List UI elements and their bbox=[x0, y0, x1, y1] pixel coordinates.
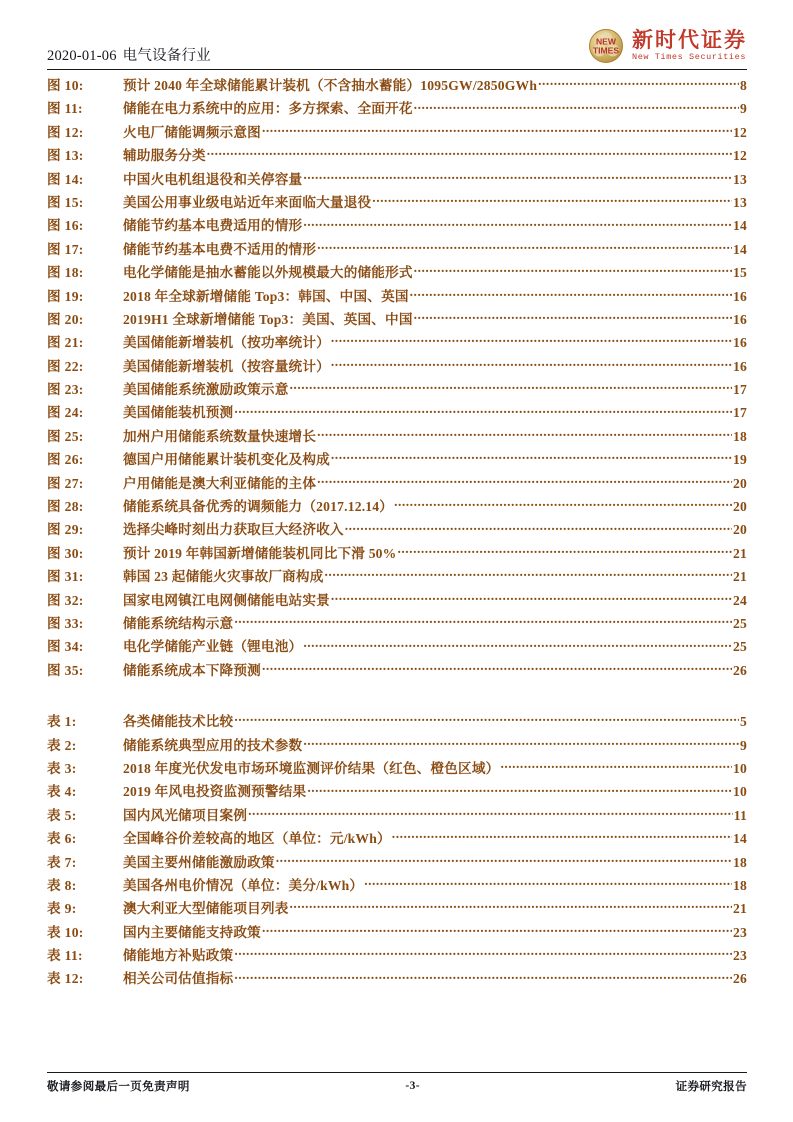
table-toc-entry-label: 表 8: bbox=[47, 877, 77, 893]
table-toc-entry[interactable] bbox=[47, 967, 747, 990]
figure-toc-entry[interactable] bbox=[47, 238, 747, 261]
leader-dots bbox=[364, 876, 732, 890]
table-toc-entry-page: 18 bbox=[733, 877, 747, 893]
table-toc-entry-title: 各类储能技术比较 bbox=[123, 714, 234, 730]
leader-dots bbox=[276, 853, 732, 867]
table-toc-entry-label: 表 5: bbox=[47, 807, 77, 823]
figure-toc-entry-title: 德国户用储能累计装机变化及构成 bbox=[123, 452, 330, 468]
leader-dots bbox=[345, 521, 732, 535]
leader-dots bbox=[303, 217, 732, 231]
figure-toc-entry-page: 12 bbox=[733, 124, 747, 140]
table-toc-entry-page: 10 bbox=[733, 784, 747, 800]
table-toc-entry-label: 表 3: bbox=[47, 760, 77, 776]
table-toc-entry-title: 全国峰谷价差较高的地区（单位：元/kWh） bbox=[123, 831, 391, 847]
figure-toc-entry[interactable] bbox=[47, 401, 747, 424]
figure-toc-entry-page: 15 bbox=[733, 265, 747, 281]
table-toc-entry-title: 相关公司估值指标 bbox=[123, 971, 234, 987]
figure-toc-entry-label: 图 17: bbox=[47, 241, 84, 257]
table-toc-entry-page: 9 bbox=[740, 737, 747, 753]
footer-disclaimer: 敬请参阅最后一页免责声明 bbox=[47, 1081, 190, 1093]
figure-toc-entry-title: 储能系统成本下降预测 bbox=[123, 662, 261, 678]
table-toc-entry[interactable] bbox=[47, 851, 747, 874]
table-toc-entry-label: 表 7: bbox=[47, 854, 77, 870]
leader-dots bbox=[331, 451, 732, 465]
figure-toc-entry-title: 美国储能装机预测 bbox=[123, 405, 234, 421]
leader-dots bbox=[303, 736, 739, 750]
figure-toc-entry-title: 预计 2019 年韩国新增储能装机同比下滑 50% bbox=[123, 545, 397, 561]
figure-toc-entry-title: 火电厂储能调频示意图 bbox=[123, 124, 261, 140]
figure-toc-entry[interactable] bbox=[47, 285, 747, 308]
svg-text:NEW: NEW bbox=[595, 36, 617, 47]
figure-toc-entry-title: 预计 2040 年全球储能累计装机（不含抽水蓄能）1095GW/2850GWh bbox=[123, 78, 538, 93]
figure-toc-entry-page: 20 bbox=[733, 499, 747, 515]
figure-toc-entry-title: 辅助服务分类 bbox=[123, 148, 206, 164]
table-toc-entry-title: 国内主要储能支持政策 bbox=[123, 924, 261, 940]
table-toc-entry-page: 26 bbox=[733, 971, 747, 987]
table-toc-entry-page: 21 bbox=[733, 901, 747, 917]
figure-toc-entry-page: 21 bbox=[733, 545, 747, 561]
figure-toc-entry-page: 18 bbox=[733, 428, 747, 444]
table-toc-entry-page: 18 bbox=[733, 854, 747, 870]
figure-toc-entry-title: 美国储能新增装机（按容量统计） bbox=[123, 358, 330, 374]
leader-dots bbox=[325, 568, 732, 582]
leader-dots bbox=[248, 806, 733, 820]
leader-dots bbox=[538, 76, 739, 90]
report-date: 2020-01-06 bbox=[47, 48, 117, 64]
table-toc-entry-title: 2018 年度光伏发电市场环境监测评价结果（红色、橙色区域） bbox=[123, 760, 500, 776]
figure-toc-entry-title: 美国储能系统激励政策示意 bbox=[123, 382, 289, 398]
figure-toc-entry-page: 16 bbox=[733, 335, 747, 351]
leader-dots bbox=[234, 946, 732, 960]
table-toc-entry-page: 23 bbox=[733, 924, 747, 940]
leader-dots bbox=[234, 970, 732, 984]
table-toc-entry[interactable] bbox=[47, 874, 747, 897]
leader-dots bbox=[262, 923, 732, 937]
leader-dots bbox=[317, 240, 732, 254]
figure-toc-entry-title: 选择尖峰时刻出力获取巨大经济收入 bbox=[123, 522, 344, 538]
figure-toc-entry[interactable] bbox=[47, 472, 747, 495]
leader-dots bbox=[317, 474, 732, 488]
figure-toc-entry-title: 电化学储能是抽水蓄能以外规模最大的储能形式 bbox=[123, 265, 413, 281]
figure-toc-entry-page: 14 bbox=[733, 241, 747, 257]
figure-toc-entry[interactable] bbox=[47, 168, 747, 191]
figure-toc-entry-page: 14 bbox=[733, 218, 747, 234]
figure-toc-entry-label: 图 15: bbox=[47, 194, 84, 210]
figure-toc-entry-label: 图 12: bbox=[47, 124, 84, 140]
figure-toc-entry[interactable] bbox=[47, 425, 747, 448]
figure-toc-entry[interactable] bbox=[47, 261, 747, 284]
figure-toc-entry-page: 20 bbox=[733, 522, 747, 538]
figure-toc-entry-label: 图 30: bbox=[47, 545, 84, 561]
new-times-securities-logo-icon bbox=[586, 26, 626, 66]
figure-toc-entry-page: 17 bbox=[733, 382, 747, 398]
table-toc-entry-page: 11 bbox=[733, 807, 747, 823]
figure-toc-entry-title: 2019H1 全球新增储能 Top3：美国、英国、中国 bbox=[123, 311, 413, 327]
leader-dots bbox=[262, 123, 732, 137]
table-toc-entry-title: 2019 年风电投资监测预警结果 bbox=[123, 784, 307, 800]
figure-toc-entry-label: 图 33: bbox=[47, 615, 84, 631]
figure-toc-entry[interactable] bbox=[47, 121, 747, 144]
figure-toc-entry-label: 图 23: bbox=[47, 382, 84, 398]
figure-toc-entry-title: 韩国 23 起储能火灾事故厂商构成 bbox=[123, 569, 324, 585]
page-footer bbox=[47, 1072, 747, 1094]
figure-toc-entry-label: 图 18: bbox=[47, 265, 84, 281]
figure-toc-entry-page: 12 bbox=[733, 148, 747, 164]
table-toc-entry[interactable] bbox=[47, 780, 747, 803]
table-toc-entry-label: 表 9: bbox=[47, 901, 77, 917]
table-toc-entry[interactable] bbox=[47, 827, 747, 850]
figure-toc-entry-page: 16 bbox=[733, 288, 747, 304]
page-number: -3- bbox=[405, 1080, 420, 1092]
figure-toc-entry[interactable] bbox=[47, 355, 747, 378]
figure-toc-entry[interactable] bbox=[47, 378, 747, 401]
figure-toc-entry-label: 图 28: bbox=[47, 499, 84, 515]
figure-toc-entry[interactable] bbox=[47, 612, 747, 635]
figure-toc-entry-page: 13 bbox=[733, 171, 747, 187]
table-toc-entry[interactable] bbox=[47, 734, 747, 757]
figure-toc-entry-page: 8 bbox=[740, 78, 747, 93]
figure-toc-entry[interactable] bbox=[47, 589, 747, 612]
table-toc-entry-label: 表 4: bbox=[47, 784, 77, 800]
figure-toc-entry-label: 图 27: bbox=[47, 475, 84, 491]
figure-toc-entry-page: 19 bbox=[733, 452, 747, 468]
table-toc-entry[interactable] bbox=[47, 757, 747, 780]
leader-dots bbox=[331, 334, 732, 348]
leader-dots bbox=[307, 783, 732, 797]
figure-toc-entry[interactable] bbox=[47, 144, 747, 167]
leader-dots bbox=[234, 404, 732, 418]
figure-toc-entry[interactable] bbox=[47, 495, 747, 518]
leader-dots bbox=[414, 310, 732, 324]
leader-dots bbox=[234, 713, 739, 727]
figure-toc-entry-title: 储能系统结构示意 bbox=[123, 615, 234, 631]
figure-list bbox=[47, 74, 747, 682]
figure-toc-entry-label: 图 26: bbox=[47, 452, 84, 468]
leader-dots bbox=[397, 544, 732, 558]
leader-dots bbox=[331, 357, 732, 371]
leader-dots bbox=[303, 638, 732, 652]
figure-toc-entry[interactable] bbox=[47, 308, 747, 331]
figure-toc-entry-label: 图 29: bbox=[47, 522, 84, 538]
table-toc-entry-page: 10 bbox=[733, 760, 747, 776]
brand-name bbox=[632, 30, 747, 62]
table-toc-entry[interactable] bbox=[47, 897, 747, 920]
industry-name: 电气设备行业 bbox=[122, 48, 211, 64]
figure-toc-entry-title: 中国火电机组退役和关停容量 bbox=[123, 171, 303, 187]
table-toc-entry-title: 储能系统典型应用的技术参数 bbox=[123, 737, 303, 753]
figure-toc-entry-label: 图 13: bbox=[47, 148, 84, 164]
figure-toc-entry-label: 图 21: bbox=[47, 335, 84, 351]
table-toc-entry-page: 14 bbox=[733, 831, 747, 847]
brand-name-cn: 新时代证券 bbox=[632, 28, 747, 53]
figure-toc-entry-title: 电化学储能产业链（锂电池） bbox=[123, 639, 303, 655]
figure-toc-entry-label: 图 10: bbox=[47, 78, 84, 93]
table-toc-entry[interactable] bbox=[47, 804, 747, 827]
figure-toc-entry-page: 26 bbox=[733, 662, 747, 678]
figure-toc-entry-label: 图 22: bbox=[47, 358, 84, 374]
figure-toc-entry-title: 美国公用事业级电站近年来面临大量退役 bbox=[123, 194, 372, 210]
figure-toc-entry[interactable] bbox=[47, 214, 747, 237]
figure-toc-entry[interactable] bbox=[47, 635, 747, 658]
figure-toc-entry[interactable] bbox=[47, 659, 747, 682]
table-toc-entry-label: 表 11: bbox=[47, 948, 83, 964]
table-list bbox=[47, 710, 747, 991]
footer-report-type: 证券研究报告 bbox=[675, 1081, 747, 1093]
figure-toc-entry-title: 储能在电力系统中的应用：多方探索、全面开花 bbox=[123, 101, 413, 117]
figure-toc-entry-label: 图 20: bbox=[47, 311, 84, 327]
figure-toc-entry[interactable] bbox=[47, 565, 747, 588]
figure-toc-entry-label: 图 11: bbox=[47, 101, 83, 117]
leader-dots bbox=[234, 614, 732, 628]
footer-divider bbox=[47, 1072, 747, 1073]
svg-text:TIMES: TIMES bbox=[592, 45, 620, 56]
figure-toc-entry-label: 图 32: bbox=[47, 592, 84, 608]
leader-dots bbox=[500, 759, 732, 773]
leader-dots bbox=[290, 380, 732, 394]
figure-toc-entry-page: 9 bbox=[740, 101, 747, 117]
figure-toc-entry-page: 17 bbox=[733, 405, 747, 421]
leader-dots bbox=[392, 830, 732, 844]
figure-toc-entry[interactable] bbox=[47, 331, 747, 354]
figure-toc-entry-title: 加州户用储能系统数量快速增长 bbox=[123, 428, 317, 444]
table-toc-entry[interactable] bbox=[47, 921, 747, 944]
table-toc-entry-label: 表 2: bbox=[47, 737, 77, 753]
figure-toc-entry-title: 户用储能是澳大利亚储能的主体 bbox=[123, 475, 317, 491]
table-toc-entry-label: 表 10: bbox=[47, 924, 84, 940]
figure-toc-entry-page: 13 bbox=[733, 194, 747, 210]
table-toc-entry-page: 5 bbox=[740, 714, 747, 730]
leader-dots bbox=[317, 427, 732, 441]
list-separator bbox=[47, 682, 747, 710]
table-toc-entry[interactable] bbox=[47, 710, 747, 733]
table-toc-entry[interactable] bbox=[47, 944, 747, 967]
figure-toc-entry[interactable] bbox=[47, 542, 747, 565]
figure-toc-entry-label: 图 16: bbox=[47, 218, 84, 234]
figure-toc-entry-page: 20 bbox=[733, 475, 747, 491]
figure-toc-entry[interactable] bbox=[47, 191, 747, 214]
figure-toc-entry[interactable] bbox=[47, 74, 747, 97]
figure-toc-entry-page: 16 bbox=[733, 358, 747, 374]
figure-toc-entry-page: 24 bbox=[733, 592, 747, 608]
table-toc-entry-title: 国内风光储项目案例 bbox=[123, 807, 248, 823]
figure-toc-entry-label: 图 24: bbox=[47, 405, 84, 421]
figure-toc-entry-page: 16 bbox=[733, 311, 747, 327]
figure-toc-entry-page: 21 bbox=[733, 569, 747, 585]
figure-toc-entry-page: 25 bbox=[733, 615, 747, 631]
figure-toc-entry-title: 国家电网镇江电网侧储能电站实景 bbox=[123, 592, 330, 608]
leader-dots bbox=[290, 900, 732, 914]
table-toc-entry-label: 表 6: bbox=[47, 831, 77, 847]
figure-toc-entry-label: 图 19: bbox=[47, 288, 84, 304]
table-of-contents bbox=[47, 74, 747, 991]
table-toc-entry-title: 美国各州电价情况（单位：美分/kWh） bbox=[123, 877, 364, 893]
figure-toc-entry-title: 美国储能新增装机（按功率统计） bbox=[123, 335, 330, 351]
figure-toc-entry-title: 储能节约基本电费适用的情形 bbox=[123, 218, 303, 234]
brand-block bbox=[586, 26, 747, 69]
table-toc-entry-page: 23 bbox=[733, 948, 747, 964]
leader-dots bbox=[410, 287, 732, 301]
page-header bbox=[47, 18, 747, 72]
leader-dots bbox=[303, 170, 732, 184]
figure-toc-entry-label: 图 34: bbox=[47, 639, 84, 655]
leader-dots bbox=[414, 264, 732, 278]
table-toc-entry-label: 表 1: bbox=[47, 714, 77, 730]
table-toc-entry-title: 美国主要州储能激励政策 bbox=[123, 854, 275, 870]
figure-toc-entry-page: 25 bbox=[733, 639, 747, 655]
leader-dots bbox=[414, 100, 739, 114]
leader-dots bbox=[207, 147, 732, 161]
figure-toc-entry-label: 图 31: bbox=[47, 569, 84, 585]
table-toc-entry-title: 储能地方补贴政策 bbox=[123, 948, 234, 964]
figure-toc-entry-title: 储能节约基本电费不适用的情形 bbox=[123, 241, 317, 257]
figure-toc-entry-title: 储能系统具备优秀的调频能力（2017.12.14） bbox=[123, 499, 394, 515]
figure-toc-entry-label: 图 35: bbox=[47, 662, 84, 678]
table-toc-entry-title: 澳大利亚大型储能项目列表 bbox=[123, 901, 289, 917]
figure-toc-entry[interactable] bbox=[47, 518, 747, 541]
header-title bbox=[47, 44, 211, 69]
figure-toc-entry-title: 2018 年全球新增储能 Top3：韩国、中国、英国 bbox=[123, 288, 409, 304]
table-toc-entry-label: 表 12: bbox=[47, 971, 84, 987]
leader-dots bbox=[394, 497, 732, 511]
leader-dots bbox=[372, 193, 732, 207]
brand-name-en: New Times Securities bbox=[632, 52, 747, 63]
figure-toc-entry-label: 图 14: bbox=[47, 171, 84, 187]
leader-dots bbox=[262, 661, 732, 675]
figure-toc-entry-label: 图 25: bbox=[47, 428, 84, 444]
figure-toc-entry[interactable] bbox=[47, 97, 747, 120]
figure-toc-entry[interactable] bbox=[47, 448, 747, 471]
leader-dots bbox=[331, 591, 732, 605]
